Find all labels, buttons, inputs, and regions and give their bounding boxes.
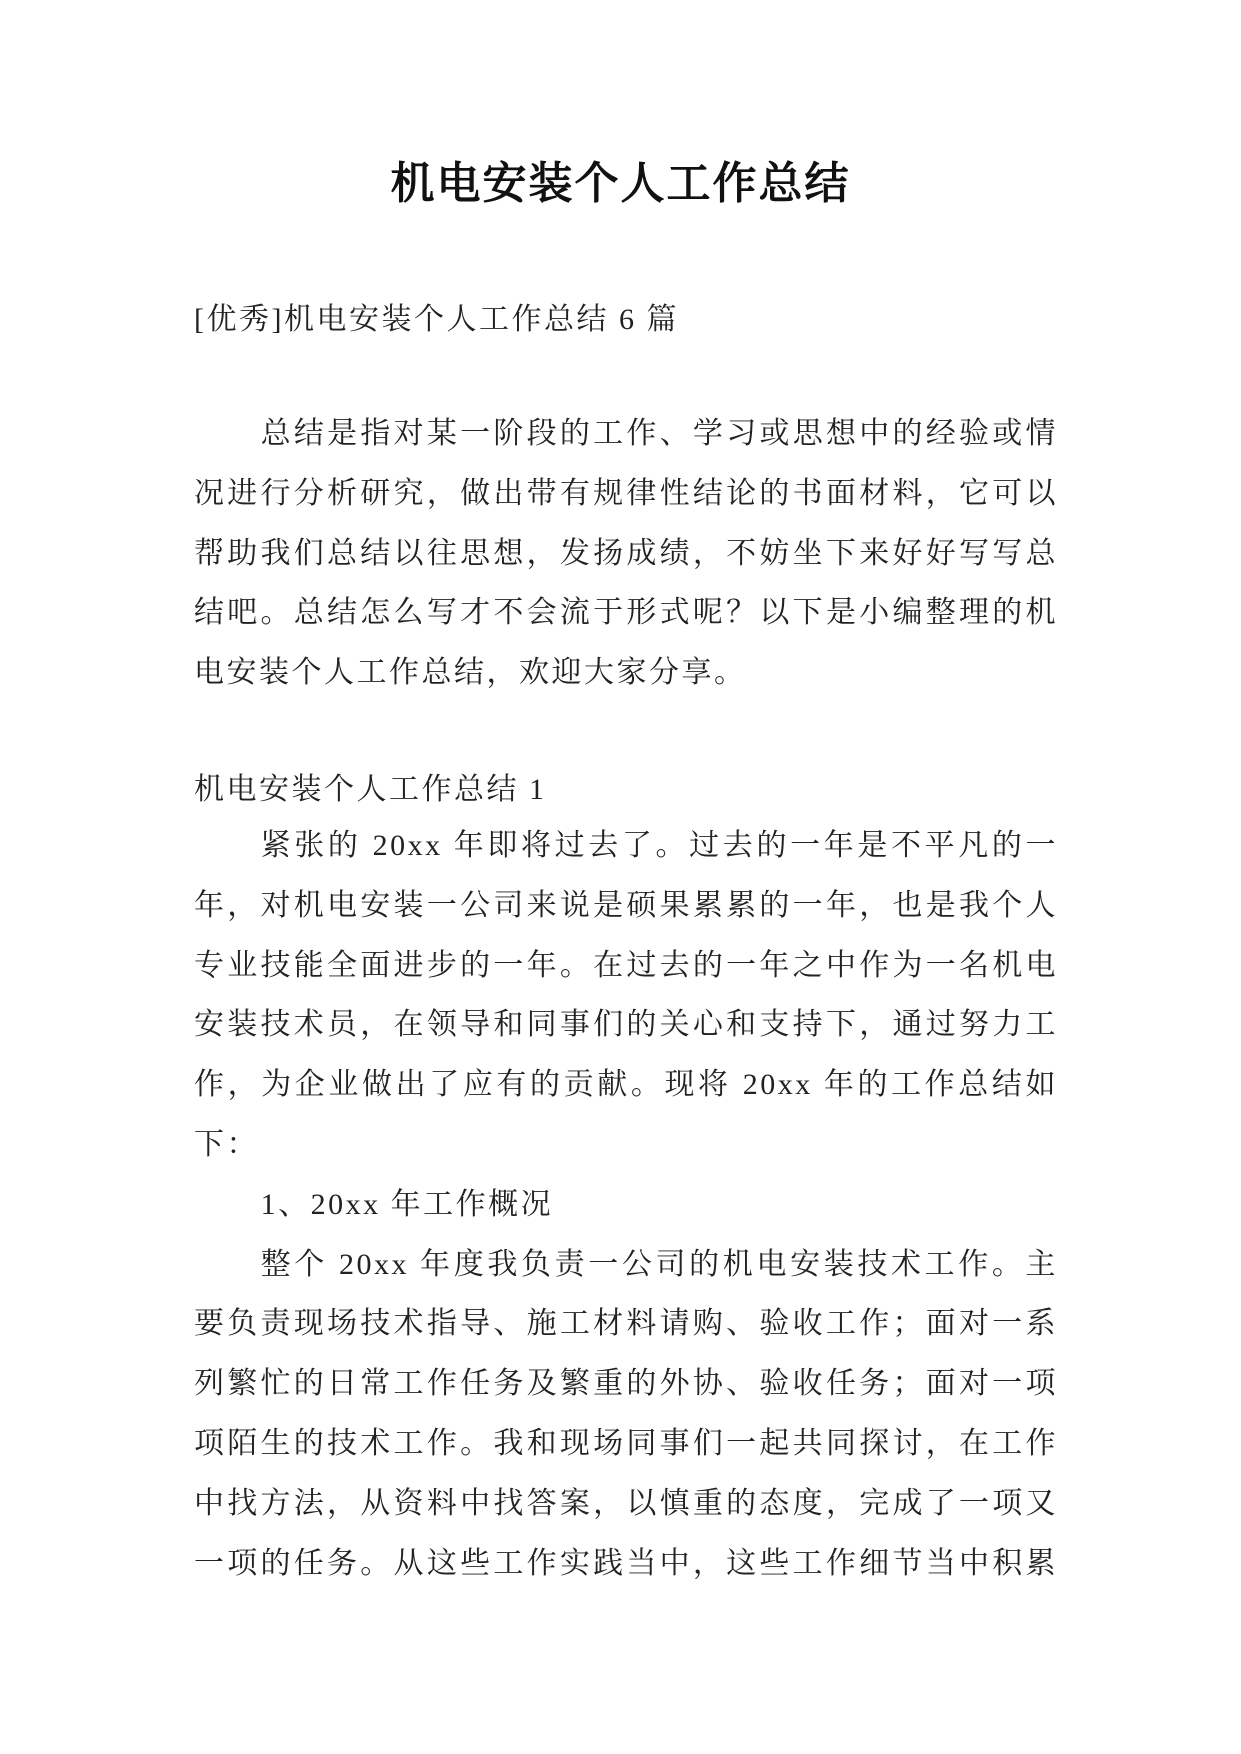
paragraph-line: 电安装个人工作总结，欢迎大家分享。 bbox=[194, 656, 747, 690]
paragraph-line: 结吧。总结怎么写才不会流于形式呢？以下是小编整理的机 bbox=[194, 596, 1058, 630]
body-paragraph bbox=[194, 1235, 1058, 1594]
subtitle: [优秀]机电安装个人工作总结 6 篇 bbox=[194, 303, 679, 336]
section-heading-block bbox=[194, 760, 1058, 820]
page-title: 机电安装个人工作总结 bbox=[390, 159, 851, 208]
body-paragraph bbox=[194, 816, 1058, 1175]
paragraph-line: 况进行分析研究，做出带有规律性结论的书面材料，它可以 bbox=[194, 476, 1058, 510]
paragraph-line: 作，为企业做出了应有的贡献。现将 20xx 年的工作总结如 bbox=[194, 1068, 1058, 1102]
paragraph-line: 帮助我们总结以往思想，发扬成绩，不妨坐下来好好写写总 bbox=[194, 536, 1058, 570]
intro-paragraph bbox=[194, 404, 1058, 703]
paragraph-line: 下： bbox=[194, 1127, 259, 1161]
paragraph-line: 整个 20xx 年度我负责一公司的机电安装技术工作。主 bbox=[260, 1247, 1058, 1281]
paragraph-line: 专业技能全面进步的一年。在过去的一年之中作为一名机电 bbox=[194, 948, 1058, 982]
subheading-paragraph bbox=[194, 1175, 1058, 1235]
subtitle-block bbox=[194, 290, 1058, 350]
paragraph-line: 要负责现场技术指导、施工材料请购、验收工作；面对一系 bbox=[194, 1307, 1058, 1341]
paragraph-line: 紧张的 20xx 年即将过去了。过去的一年是不平凡的一 bbox=[260, 829, 1058, 862]
paragraph-line: 中找方法，从资料中找答案，以慎重的态度，完成了一项又 bbox=[194, 1486, 1058, 1520]
section-body bbox=[194, 816, 1058, 1593]
section-heading: 机电安装个人工作总结 1 bbox=[194, 773, 547, 806]
paragraph-line: 总结是指对某一阶段的工作、学习或思想中的经验或情 bbox=[260, 417, 1058, 450]
paragraph-line: 项陌生的技术工作。我和现场同事们一起共同探讨，在工作 bbox=[194, 1426, 1058, 1460]
paragraph-line: 安装技术员，在领导和同事们的关心和支持下，通过努力工 bbox=[194, 1008, 1058, 1042]
paragraph-line: 年，对机电安装一公司来说是硕果累累的一年，也是我个人 bbox=[194, 888, 1058, 922]
paragraph-line: 列繁忙的日常工作任务及繁重的外协、验收任务；面对一项 bbox=[194, 1367, 1058, 1401]
subheading-line: 1、20xx 年工作概况 bbox=[260, 1187, 554, 1221]
paragraph-line: 一项的任务。从这些工作实践当中，这些工作细节当中积累 bbox=[194, 1546, 1058, 1580]
